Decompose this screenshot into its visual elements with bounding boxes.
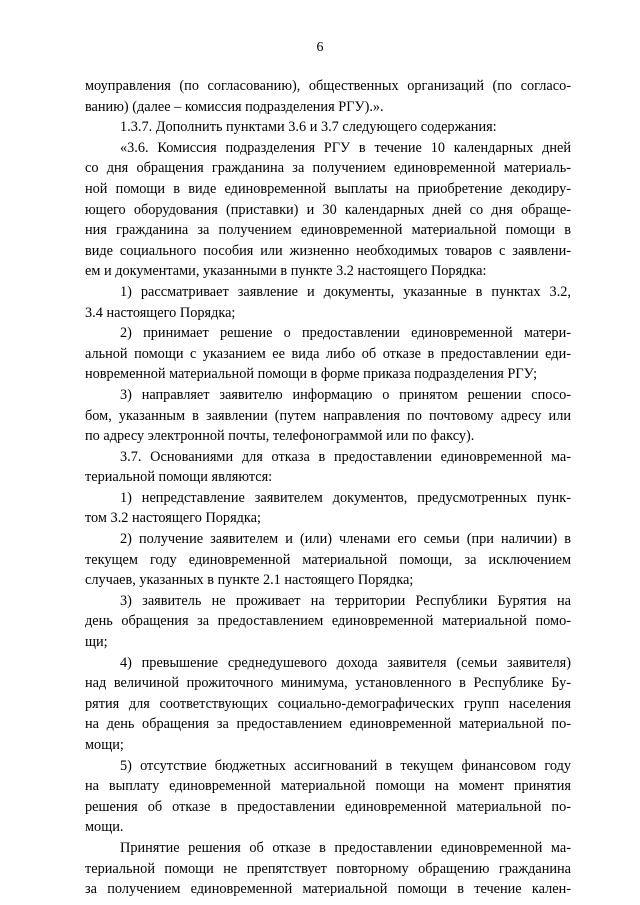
paragraph — [85, 488, 571, 529]
text-line: решения об отказе в предоставлении единовременной материальной по- — [85, 798, 571, 815]
text-line: 3.7. Основаниями для отказа в предоставлении единовременной ма- — [120, 448, 571, 465]
text-line: ния гражданина за получением единовременной материальной помощи в — [85, 222, 571, 239]
text-line: за получением единовременной материальной помощи в течение кален- — [85, 881, 571, 898]
text-line: 5) отсутствие бюджетных ассигнований в текущем финансовом году — [120, 757, 571, 774]
text-line: териальной помощи являются: — [85, 469, 273, 486]
paragraph — [85, 323, 571, 385]
text-line: мощи; — [85, 737, 124, 753]
paragraph — [85, 117, 571, 138]
paragraph — [85, 838, 571, 900]
text-line: 3) направляет заявителю информацию о принятом решении спосо- — [120, 386, 571, 403]
text-line: над величиной прожиточного минимума, установленного в Республике Бу- — [85, 675, 571, 692]
text-line: на день обращения за предоставлением единовременной материальной по- — [85, 716, 571, 733]
text-line: 3) заявитель не проживает на территории Республики Бурятия на — [120, 592, 571, 609]
text-line: 1) непредставление заявителем документов, предусмотренных пунк- — [120, 489, 571, 506]
paragraph — [85, 529, 571, 591]
text-line: со дня обращения гражданина за получением единовременной материаль- — [85, 160, 571, 177]
text-line: на выплату единовременной материальной помощи на момент принятия — [85, 778, 571, 795]
text-line: 1) рассматривает заявление и документы, указанные в пунктах 3.2, — [120, 283, 571, 300]
paragraph — [85, 385, 571, 447]
paragraph — [85, 653, 571, 756]
text-line: ванию) (далее – комиссия подразделения РГУ).». — [85, 98, 384, 115]
text-line: текущем году единовременной материальной помощи, за исключением — [85, 551, 571, 568]
text-line: териальной помощи не препятствует повторному обращению гражданина — [85, 860, 571, 877]
text-line: 4) превышение среднедушевого дохода заявителя (семьи заявителя) — [120, 654, 571, 671]
text-line: новременной материальной помощи в форме приказа подразделения РГУ; — [85, 366, 538, 383]
text-line: Принятие решения об отказе в предоставлении единовременной ма- — [120, 839, 571, 856]
document-body — [85, 76, 571, 900]
paragraph — [85, 76, 571, 117]
text-line: мощи. — [85, 819, 124, 836]
text-line: виде социального пособия или жизненно необходимых товаров с заявлени- — [85, 242, 571, 259]
text-line: ной помощи в виде единовременной выплаты на приобретение декодиру- — [85, 180, 571, 197]
text-line: ем и документами, указанными в пункте 3.2 настоящего Порядка: — [85, 263, 487, 280]
text-line: бом, указанным в заявлении (путем направления по почтовому адресу или — [85, 407, 571, 424]
text-line: «3.6. Комиссия подразделения РГУ в течение 10 календарных дней — [120, 139, 571, 156]
text-line: 1.3.7. Дополнить пунктами 3.6 и 3.7 следующего содержания: — [120, 119, 497, 136]
text-line: щи; — [85, 634, 108, 651]
text-line: по адресу электронной почты, телефонограммой или по факсу). — [85, 428, 475, 445]
text-line: случаев, указанных в пункте 2.1 настоящего Порядка; — [85, 572, 414, 589]
text-line: альной помощи с указанием ее вида либо об отказе в предоставлении еди- — [85, 345, 571, 362]
text-line: рятия для соответствующих социально-демографических групп населения — [85, 695, 571, 712]
paragraph — [85, 138, 571, 282]
text-line: том 3.2 настоящего Порядка; — [85, 510, 261, 527]
paragraph — [85, 282, 571, 323]
page-number: 6 — [316, 40, 324, 55]
paragraph — [85, 591, 571, 653]
text-line: ющего оборудования (приставки) и 30 календарных дней со дня обраще- — [85, 201, 571, 218]
paragraph — [85, 447, 571, 488]
text-line: 2) принимает решение о предоставлении единовременной матери- — [120, 325, 571, 342]
text-line: моуправления (по согласованию), общественных организаций (по согласо- — [85, 78, 571, 94]
text-line: 2) получение заявителем и (или) членами его семьи (при наличии) в — [120, 531, 571, 548]
text-line: 3.4 настоящего Порядка; — [85, 304, 236, 321]
paragraph — [85, 756, 571, 838]
text-line: день обращения за предоставлением единовременной материальной помо- — [85, 613, 571, 630]
